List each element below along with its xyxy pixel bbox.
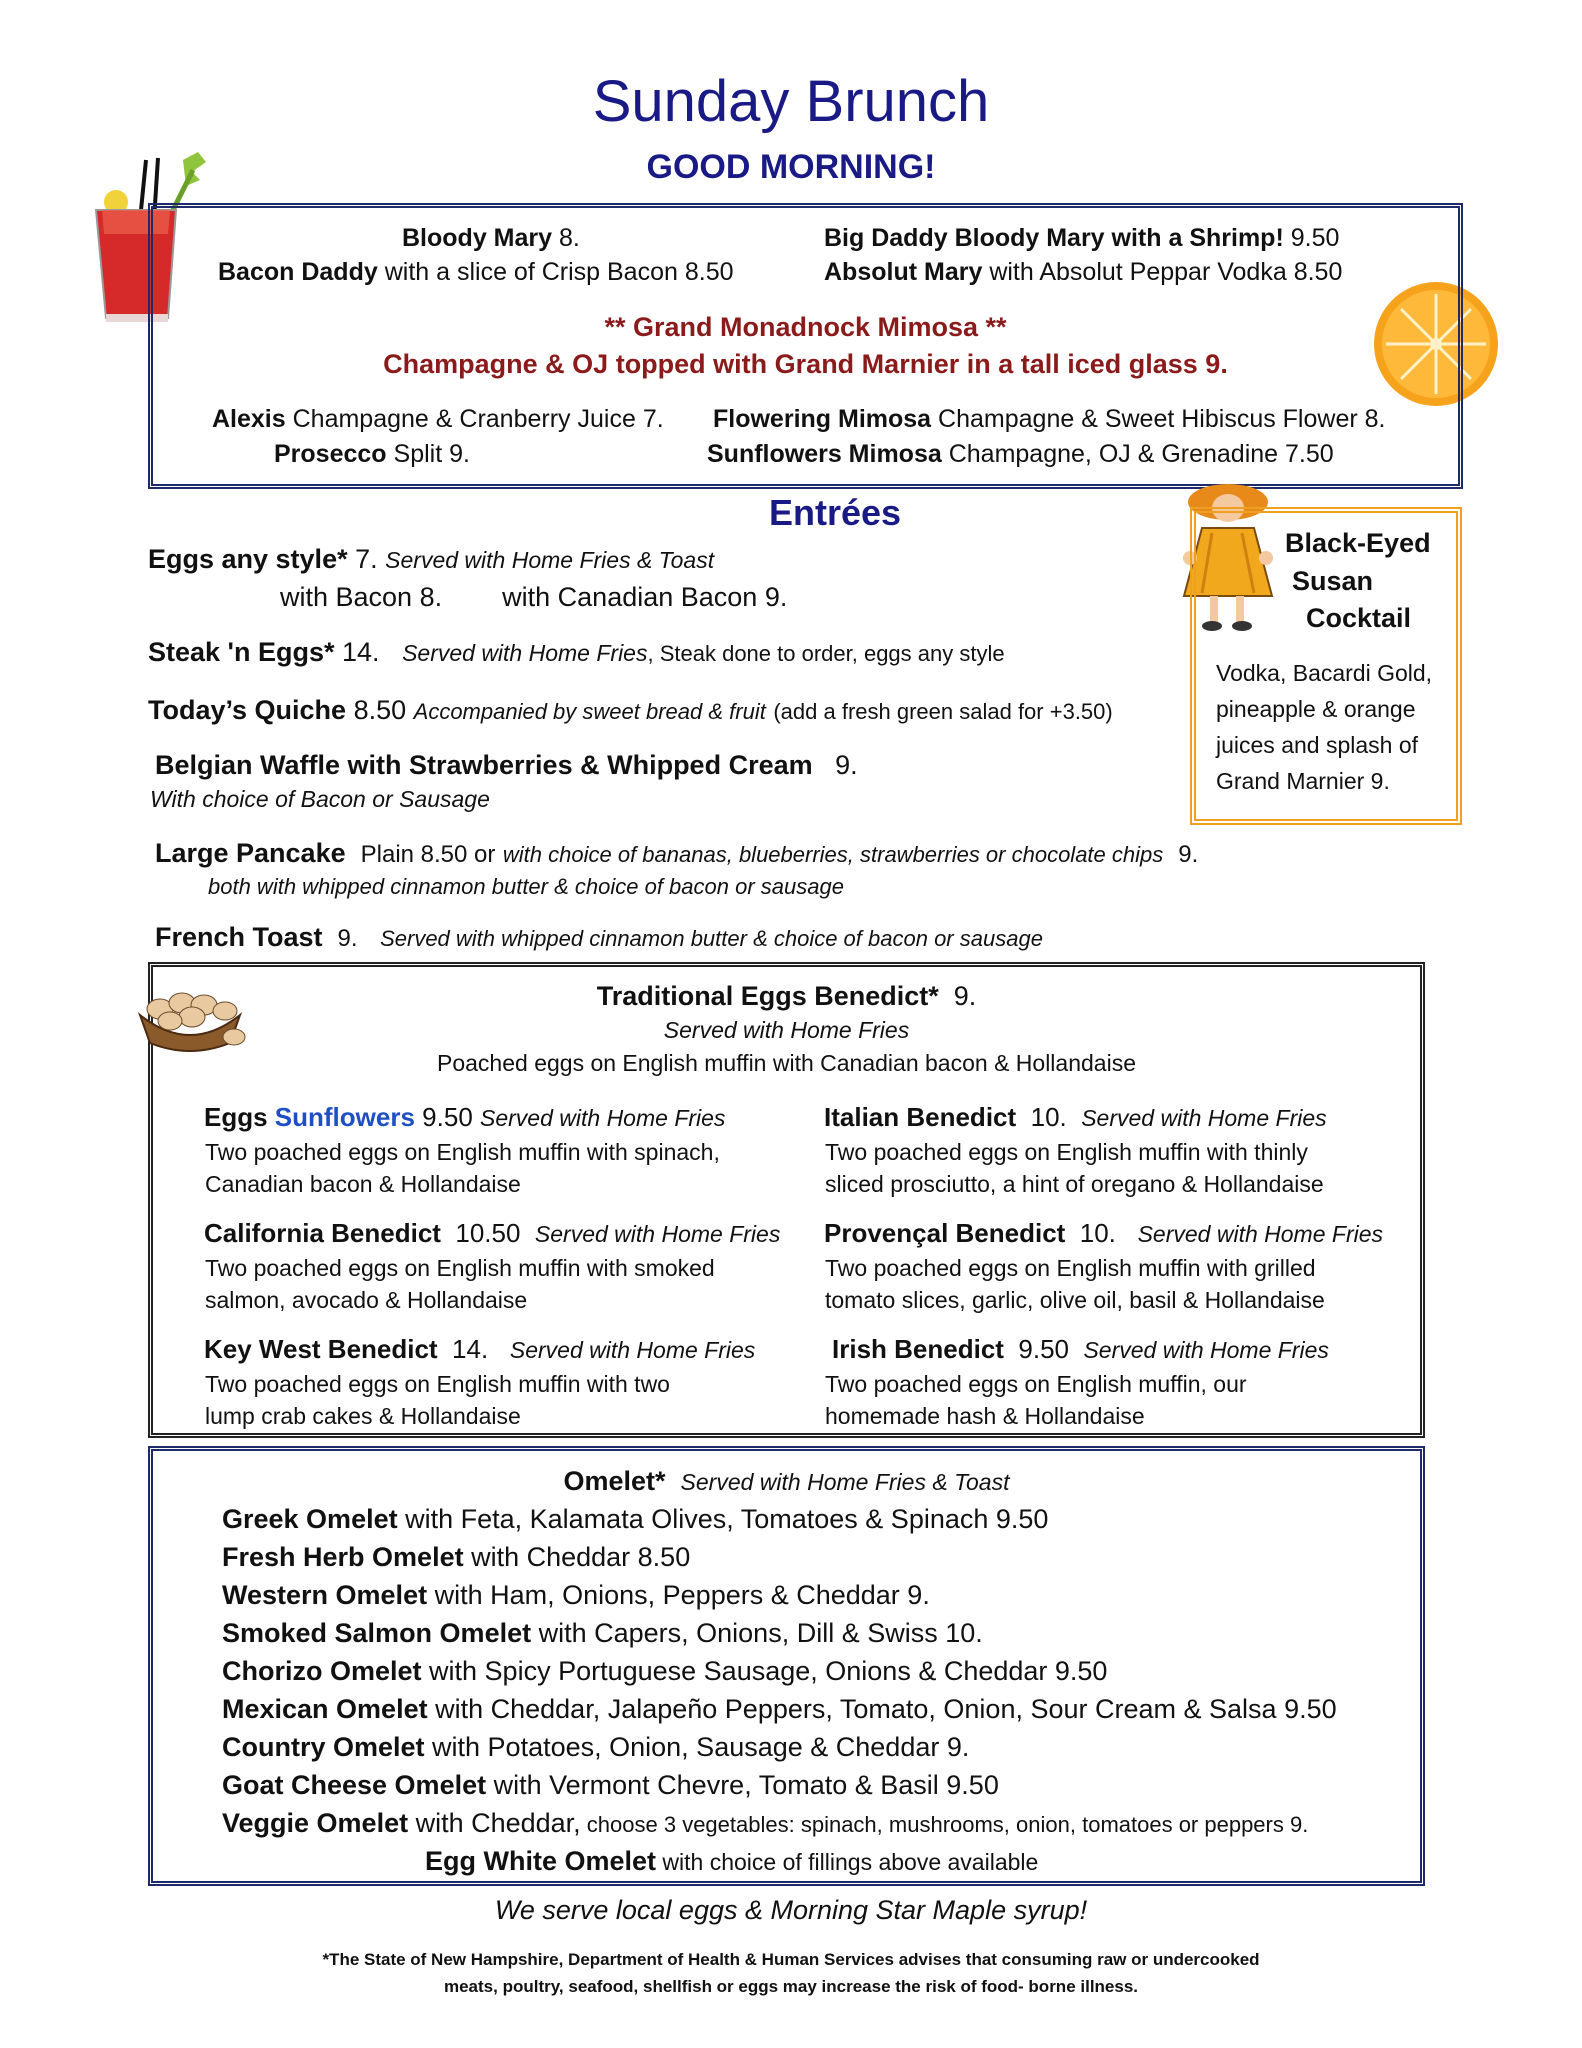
benedict-item-provencal: Provençal Benedict 10. Served with Home Fries bbox=[824, 1218, 1384, 1248]
benedict-item-sunflowers: Eggs Sunflowers 9.50 Served with Home Fries bbox=[204, 1102, 726, 1132]
mimosa-title: ** Grand Monadnock Mimosa ** bbox=[604, 312, 1007, 342]
entree-waffle: Belgian Waffle with Strawberries & Whipped Cream 9. bbox=[155, 750, 858, 780]
cocktail-desc-4: Grand Marnier 9. bbox=[1216, 768, 1390, 794]
omelet-item: Fresh Herb Omelet with Cheddar 8.50 bbox=[222, 1542, 691, 1572]
benedict-served: Served with Home Fries bbox=[663, 1017, 910, 1043]
benedict-item-provencal-desc: Two poached eggs on English muffin with grilled tomato slices, garlic, olive oil, basil & Hollandaise bbox=[825, 1255, 1325, 1313]
omelet-item: Chorizo Omelet with Spicy Portuguese Sausage, Onions & Cheddar 9.50 bbox=[222, 1656, 1108, 1686]
mimosa-desc: Champagne & OJ topped with Grand Marnier in a tall iced glass 9. bbox=[383, 349, 1228, 379]
cocktail-desc-1: Vodka, Bacardi Gold, bbox=[1216, 660, 1433, 686]
page-title: Sunday Brunch bbox=[592, 69, 990, 134]
entree-eggs-options: with Bacon 8. with Canadian Bacon 9. bbox=[280, 582, 788, 612]
cocktail-title-2: Susan bbox=[1292, 566, 1374, 596]
benedict-item-irish: Irish Benedict 9.50 Served with Home Fries bbox=[832, 1334, 1329, 1364]
cocktail-title-3: Cocktail bbox=[1306, 603, 1412, 633]
entree-pancake-note: both with whipped cinnamon butter & choice of bacon or sausage bbox=[208, 874, 844, 899]
benedict-item-italian: Italian Benedict 10. Served with Home Fries bbox=[824, 1102, 1327, 1132]
benedict-item-california-desc: Two poached eggs on English muffin with smoked salmon, avocado & Hollandaise bbox=[205, 1255, 715, 1313]
drink-prosecco: Prosecco Split 9. bbox=[274, 440, 470, 468]
benedict-item-italian-desc: Two poached eggs on English muffin with thinly sliced prosciutto, a hint of oregano & Hollandaise bbox=[825, 1139, 1324, 1197]
page-subtitle: GOOD MORNING! bbox=[646, 148, 936, 186]
omelet-item: Western Omelet with Ham, Onions, Peppers & Cheddar 9. bbox=[222, 1580, 930, 1610]
omelet-title: Omelet* Served with Home Fries & Toast bbox=[563, 1466, 1010, 1496]
omelet-item: Country Omelet with Potatoes, Onion, Sausage & Cheddar 9. bbox=[222, 1732, 970, 1762]
entree-eggs: Eggs any style* 7. Served with Home Fries & Toast bbox=[148, 544, 715, 574]
entree-pancake: Large Pancake Plain 8.50 or with choice of bananas, blueberries, strawberries or chocolate chips 9. bbox=[155, 838, 1199, 868]
cocktail-title-1: Black-Eyed bbox=[1285, 528, 1431, 558]
omelet-item-egg-white: Egg White Omelet with choice of fillings above available bbox=[425, 1846, 1039, 1876]
benedict-desc: Poached eggs on English muffin with Canadian bacon & Hollandaise bbox=[437, 1050, 1136, 1076]
footer-tagline: We serve local eggs & Morning Star Maple syrup! bbox=[494, 1895, 1088, 1925]
omelet-item: Smoked Salmon Omelet with Capers, Onions, Dill & Swiss 10. bbox=[222, 1618, 983, 1648]
entree-steak: Steak 'n Eggs* 14. Served with Home Fries, Steak done to order, eggs any style bbox=[148, 637, 1005, 667]
benedict-item-keywest-desc: Two poached eggs on English muffin with two lump crab cakes & Hollandaise bbox=[205, 1371, 670, 1429]
drink-absolut-mary: Absolut Mary with Absolut Peppar Vodka 8.50 bbox=[824, 258, 1343, 286]
benedict-title: Traditional Eggs Benedict* 9. bbox=[596, 981, 977, 1011]
drink-bloody-mary: Bloody Mary 8. bbox=[402, 224, 580, 252]
benedict-item-keywest: Key West Benedict 14. Served with Home Fries bbox=[204, 1334, 756, 1364]
footer-disclaimer-1: *The State of New Hampshire, Department of Health & Human Services advises that consuming raw or undercooked bbox=[322, 1950, 1260, 1969]
omelet-item: Greek Omelet with Feta, Kalamata Olives, Tomatoes & Spinach 9.50 bbox=[222, 1504, 1049, 1534]
cocktail-desc-2: pineapple & orange bbox=[1216, 696, 1416, 722]
omelet-item-veggie: Veggie Omelet with Cheddar, choose 3 vegetables: spinach, mushrooms, onion, tomatoes or peppers 9. bbox=[222, 1808, 1309, 1838]
drink-flowering-mimosa: Flowering Mimosa Champagne & Sweet Hibiscus Flower 8. bbox=[713, 405, 1386, 433]
drink-bacon-daddy: Bacon Daddy with a slice of Crisp Bacon 8.50 bbox=[218, 258, 734, 286]
benedict-item-sunflowers-desc: Two poached eggs on English muffin with spinach, Canadian bacon & Hollandaise bbox=[205, 1139, 720, 1197]
footer-disclaimer-2: meats, poultry, seafood, shellfish or eggs may increase the risk of food- borne illness. bbox=[443, 1977, 1139, 1996]
entree-waffle-note: With choice of Bacon or Sausage bbox=[150, 786, 490, 812]
entrees-title: Entrées bbox=[768, 492, 902, 533]
omelet-item: Goat Cheese Omelet with Vermont Chevre, Tomato & Basil 9.50 bbox=[222, 1770, 999, 1800]
drink-alexis: Alexis Champagne & Cranberry Juice 7. bbox=[212, 405, 664, 433]
entree-french-toast: French Toast 9. Served with whipped cinnamon butter & choice of bacon or sausage bbox=[155, 922, 1043, 952]
benedict-item-california: California Benedict 10.50 Served with Home Fries bbox=[204, 1218, 781, 1248]
entree-quiche: Today’s Quiche 8.50 Accompanied by sweet bread & fruit (add a fresh green salad for +3.50) bbox=[148, 695, 1113, 725]
cocktail-desc-3: juices and splash of bbox=[1216, 732, 1419, 758]
drink-sunflowers-mimosa: Sunflowers Mimosa Champagne, OJ & Grenadine 7.50 bbox=[707, 440, 1334, 468]
omelet-item: Mexican Omelet with Cheddar, Jalapeño Peppers, Tomato, Onion, Sour Cream & Salsa 9.50 bbox=[222, 1694, 1337, 1724]
benedict-item-irish-desc: Two poached eggs on English muffin, our homemade hash & Hollandaise bbox=[825, 1371, 1247, 1429]
drink-big-daddy: Big Daddy Bloody Mary with a Shrimp! 9.50 bbox=[824, 224, 1340, 252]
